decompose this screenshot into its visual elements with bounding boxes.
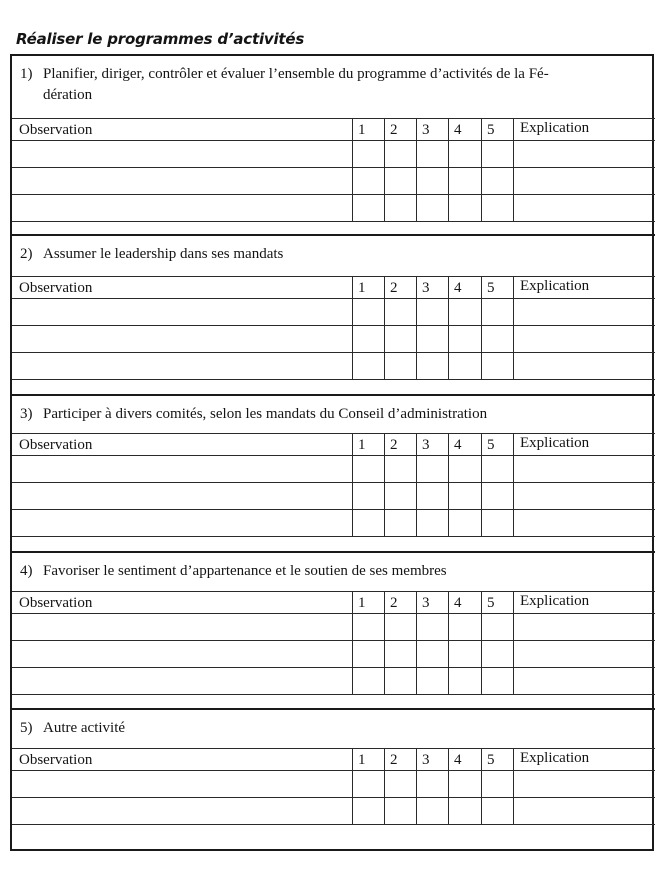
rating-header-2: 2 (390, 122, 398, 138)
column-divider (448, 748, 449, 824)
column-divider (513, 748, 514, 824)
section-title-continuation: dération (43, 87, 93, 103)
section-title-text: Assumer le leadership dans ses mandats (43, 246, 284, 262)
section-title (20, 244, 646, 265)
section-title (20, 561, 646, 582)
answer-row[interactable] (12, 770, 655, 797)
column-divider (384, 118, 385, 221)
rating-header-5: 5 (487, 595, 495, 611)
rating-header-2: 2 (390, 280, 398, 296)
answer-row-line (12, 379, 655, 380)
observation-header: Observation (19, 437, 93, 453)
section-number: 4) (20, 563, 33, 579)
section-number: 5) (20, 720, 33, 736)
answer-row[interactable] (12, 352, 655, 379)
rating-header-5: 5 (487, 437, 495, 453)
rating-header-4: 4 (454, 752, 462, 768)
column-divider (481, 591, 482, 694)
rating-header-2: 2 (390, 437, 398, 453)
observation-header: Observation (19, 280, 93, 296)
rating-header-1: 1 (358, 437, 366, 453)
column-divider (448, 118, 449, 221)
column-divider (384, 276, 385, 379)
explication-header: Explication (520, 278, 590, 294)
rating-header-5: 5 (487, 752, 495, 768)
answer-row-line (12, 221, 655, 222)
rating-header-4: 4 (454, 280, 462, 296)
evaluation-section-5 (12, 710, 655, 850)
answer-row[interactable] (12, 455, 655, 482)
section-title-text: Favoriser le sentiment d’appartenance et le soutien de ses membres (43, 563, 447, 579)
evaluation-section-1 (12, 56, 655, 233)
column-divider (513, 433, 514, 536)
explication-header: Explication (520, 593, 590, 609)
column-divider (513, 118, 514, 221)
rating-header-5: 5 (487, 122, 495, 138)
section-title-text: Participer à divers comités, selon les mandats du Conseil d’administration (43, 406, 488, 422)
section-title-text: Autre activité (43, 720, 126, 736)
rating-header-1: 1 (358, 280, 366, 296)
answer-row-line (12, 824, 655, 825)
rating-header-3: 3 (422, 595, 430, 611)
header-row-line (12, 748, 655, 749)
answer-row-line (12, 536, 655, 537)
column-divider (513, 276, 514, 379)
rating-header-3: 3 (422, 280, 430, 296)
answer-row[interactable] (12, 298, 655, 325)
answer-row[interactable] (12, 667, 655, 694)
rating-header-3: 3 (422, 752, 430, 768)
section-title-text: Planifier, diriger, contrôler et évaluer l’ensemble du programme d’activités de la Fé- (43, 66, 549, 82)
evaluation-section-3 (12, 396, 655, 550)
answer-row[interactable] (12, 167, 655, 194)
column-divider (448, 433, 449, 536)
section-title (20, 64, 646, 106)
explication-header: Explication (520, 435, 590, 451)
column-divider (448, 591, 449, 694)
header-row-line (12, 276, 655, 277)
section-number: 3) (20, 406, 33, 422)
section-number: 1) (20, 66, 33, 82)
column-divider (352, 118, 353, 221)
answer-row-line (12, 694, 655, 695)
rating-header-5: 5 (487, 280, 495, 296)
column-divider (481, 276, 482, 379)
rating-header-1: 1 (358, 752, 366, 768)
column-divider (416, 118, 417, 221)
explication-header: Explication (520, 120, 590, 136)
column-divider (416, 748, 417, 824)
section-title (20, 404, 646, 425)
rating-header-2: 2 (390, 752, 398, 768)
evaluation-section-4 (12, 553, 655, 707)
column-divider (352, 433, 353, 536)
answer-row[interactable] (12, 140, 655, 167)
column-divider (352, 748, 353, 824)
header-row-line (12, 433, 655, 434)
column-divider (384, 591, 385, 694)
rating-header-3: 3 (422, 437, 430, 453)
column-divider (481, 433, 482, 536)
answer-row[interactable] (12, 325, 655, 352)
rating-header-2: 2 (390, 595, 398, 611)
observation-header: Observation (19, 122, 93, 138)
column-divider (416, 276, 417, 379)
column-divider (481, 748, 482, 824)
answer-row[interactable] (12, 797, 655, 824)
answer-row[interactable] (12, 194, 655, 221)
column-divider (481, 118, 482, 221)
header-row-line (12, 118, 655, 119)
rating-header-4: 4 (454, 122, 462, 138)
answer-row[interactable] (12, 482, 655, 509)
header-row-line (12, 591, 655, 592)
rating-header-4: 4 (454, 595, 462, 611)
answer-row[interactable] (12, 613, 655, 640)
observation-header: Observation (19, 752, 93, 768)
answer-row[interactable] (12, 640, 655, 667)
page-title: Réaliser le programmes d’activités (16, 30, 305, 48)
column-divider (352, 276, 353, 379)
column-divider (384, 748, 385, 824)
section-number: 2) (20, 246, 33, 262)
column-divider (513, 591, 514, 694)
section-title (20, 718, 646, 739)
column-divider (448, 276, 449, 379)
observation-header: Observation (19, 595, 93, 611)
rating-header-3: 3 (422, 122, 430, 138)
column-divider (416, 433, 417, 536)
evaluation-section-2 (12, 236, 655, 393)
column-divider (416, 591, 417, 694)
column-divider (352, 591, 353, 694)
column-divider (384, 433, 385, 536)
rating-header-1: 1 (358, 122, 366, 138)
answer-row[interactable] (12, 509, 655, 536)
rating-header-1: 1 (358, 595, 366, 611)
explication-header: Explication (520, 750, 590, 766)
rating-header-4: 4 (454, 437, 462, 453)
